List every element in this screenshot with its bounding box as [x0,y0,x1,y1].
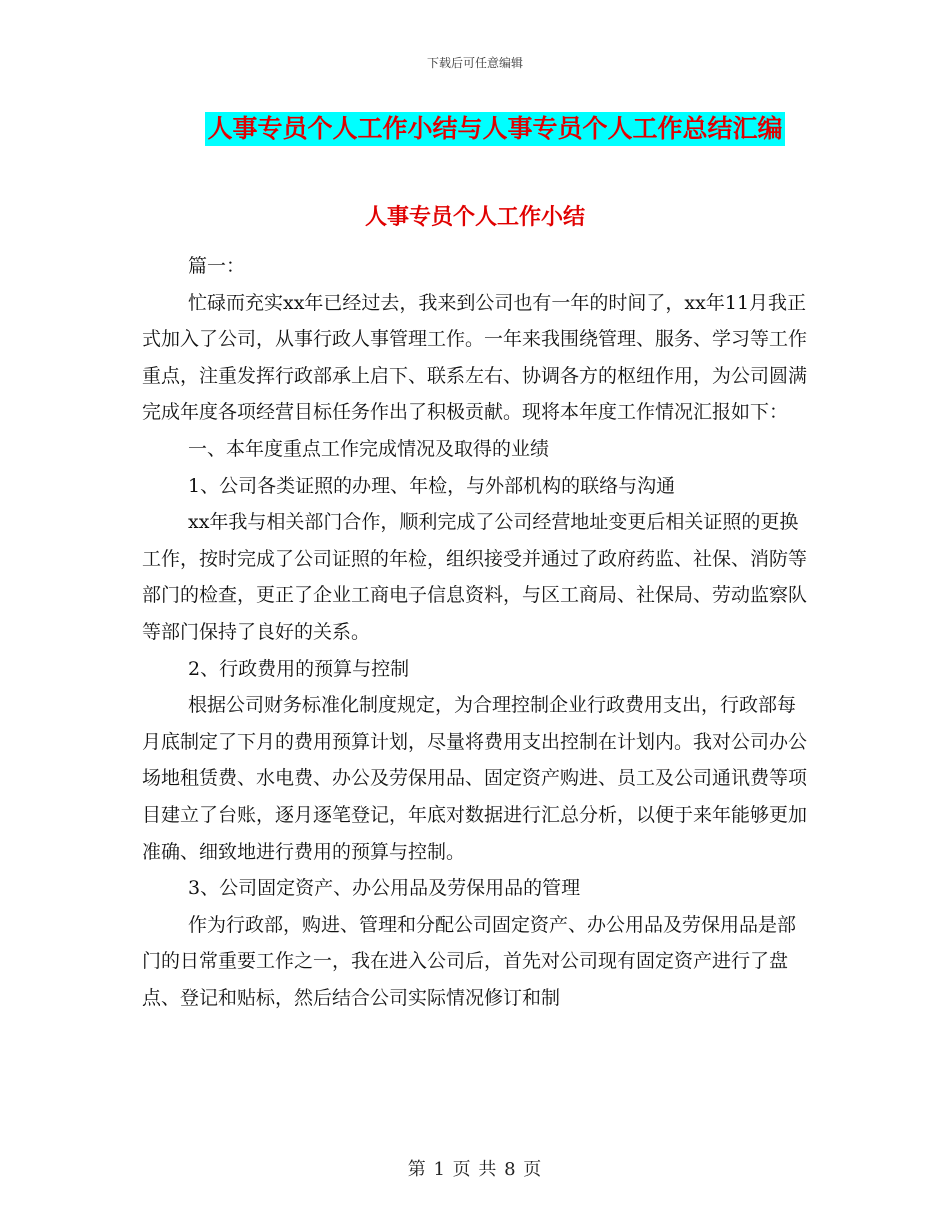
subheading-licenses: 1、公司各类证照的办理、年检，与外部机构的联络与沟通 [188,474,676,497]
paragraph-assets: 作为行政部，购进、管理和分配公司固定资产、办公用品及劳保用品是部门的日常重要工作之一，我在进入公司后，首先对公司现有固定资产进行了盘点、登记和贴标，然后结合公司实际情况修订和制 [142,913,797,1009]
main-title-container [0,112,950,146]
subheading-assets: 3、公司固定资产、办公用品及劳保用品的管理 [188,877,581,900]
page-number-footer: 第 1 页 共 8 页 [407,1159,543,1180]
document-main-title: 人事专员个人工作小结与人事专员个人工作总结汇编 [205,112,784,146]
paragraph-part-label: 篇一： [188,255,246,277]
page-header-note: 下载后可任意编辑 [426,56,523,70]
document-body [142,248,814,1016]
section-title: 人事专员个人工作小结 [364,204,585,230]
heading-key-work: 一、本年度重点工作完成情况及取得的业绩 [188,437,550,460]
paragraph-intro: 忙碌而充实xx年已经过去，我来到公司也有一年的时间了，xx年11月我正式加入了公司，从事行政人事管理工作。一年来我围绕管理、服务、学习等工作重点，注重发挥行政部承上启下、联系左右、协调各方的枢纽作用，为公司圆满完成年度各项经营目标任务作出了积极贡献。现将本年度工作情况汇报如下： [142,291,808,424]
paragraph-licenses: xx年我与相关部门合作，顺利完成了公司经营地址变更后相关证照的更换工作，按时完成了公司证照的年检，组织接受并通过了政府药监、社保、消防等部门的检查，更正了企业工商电子信息资料，与区工商局、社保局、劳动监察队等部门保持了良好的关系。 [142,511,808,643]
paragraph-budget: 根据公司财务标准化制度规定，为合理控制企业行政费用支出，行政部每月底制定了下月的费用预算计划，尽量将费用支出控制在计划内。我对公司办公场地租赁费、水电费、办公及劳保用品、固定资产购进、员工及公司通讯费等项目建立了台账，逐月逐笔登记，年底对数据进行汇总分析，以便于来年能够更加准确、细致地进行费用的预算与控制。 [142,694,808,863]
subheading-budget: 2、行政费用的预算与控制 [188,657,410,680]
